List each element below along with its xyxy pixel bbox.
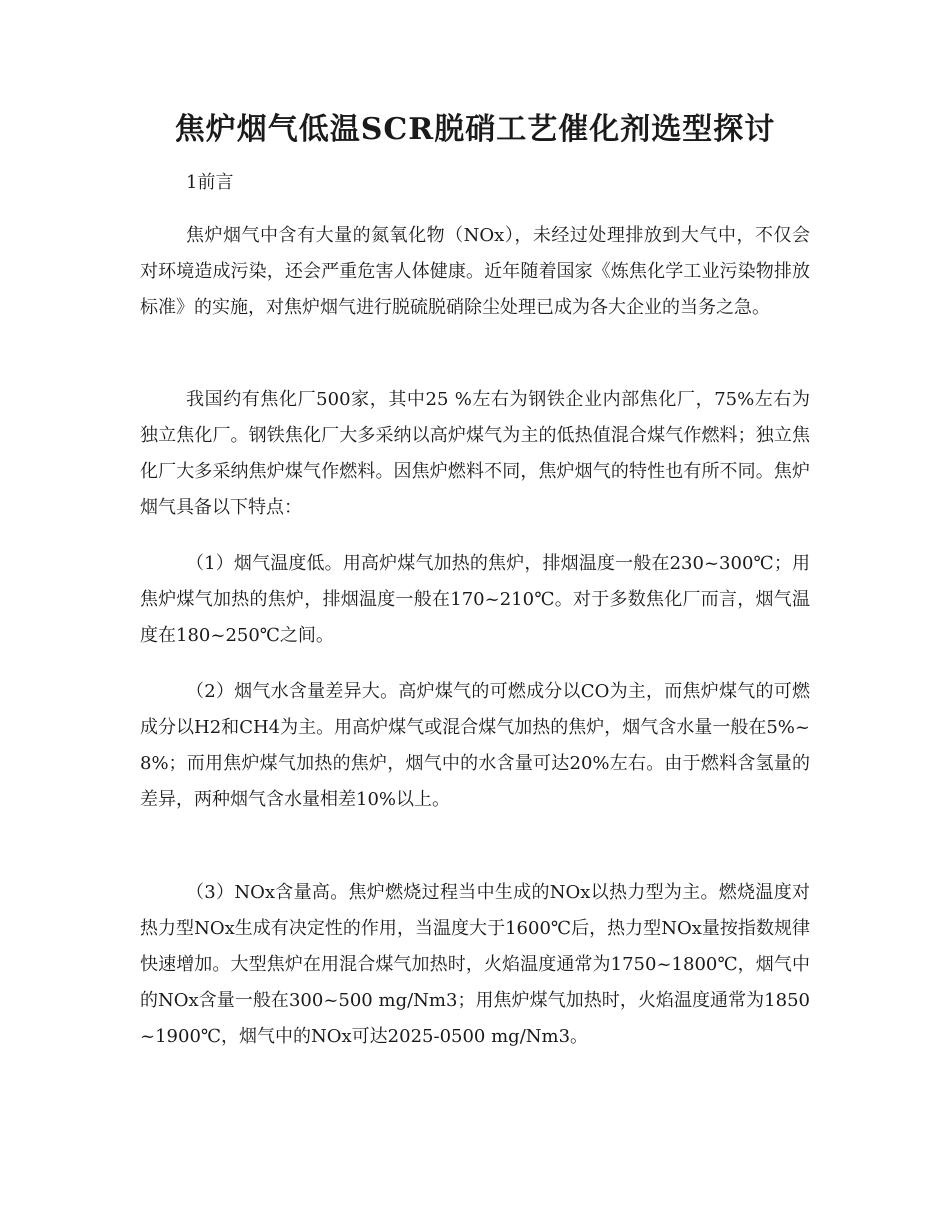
document-title: 焦炉烟气低温SCR脱硝工艺催化剂选型探讨	[174, 112, 776, 147]
paragraph-feature-water: （2）烟气水含量差异大。高炉煤气的可燃成分以CO为主，而焦炉煤气的可燃成分以H2和CH4为主。用高炉煤气或混合煤气加热的焦炉，烟气含水量一般在5%~8%；而用焦炉煤气加热的焦炉，烟气中的水含量可达20%左右。由于燃料含氢量的差异，两种烟气含水量相差10%以上。	[140, 681, 810, 810]
section-heading: 1前言	[186, 172, 234, 193]
paragraph-intro: 焦炉烟气中含有大量的氮氧化物（NOx），未经过处理排放到大气中，不仅会对环境造成污染，还会严重危害人体健康。近年随着国家《炼焦化学工业污染物排放标准》的实施，对焦炉烟气进行脱硫脱硝除尘处理已成为各大企业的当务之急。	[140, 225, 810, 318]
paragraph-coking-plants: 我国约有焦化厂500家，其中25 %左右为钢铁企业内部焦化厂，75%左右为独立焦化厂。钢铁焦化厂大多采纳以高炉煤气为主的低热值混合煤气作燃料；独立焦化厂大多采纳焦炉煤气作燃料。因焦炉燃料不同，焦炉烟气的特性也有所不同。焦炉烟气具备以下特点：	[140, 389, 810, 518]
paragraph-feature-nox: （3）NOx含量高。焦炉燃烧过程当中生成的NOx以热力型为主。燃烧温度对热力型NOx生成有决定性的作用，当温度大于1600℃后，热力型NOx量按指数规律快速增加。大型焦炉在用混合煤气加热时，火焰温度通常为1750~1800℃，烟气中的NOx含量一般在300~500 mg/Nm3；用焦炉煤气加热时，火焰温度通常为1850~1900℃，烟气中的NOx可达2025-0500 mg/Nm3。	[140, 882, 810, 1047]
paragraph-feature-temperature: （1）烟气温度低。用高炉煤气加热的焦炉，排烟温度一般在230~300℃；用焦炉煤气加热的焦炉，排烟温度一般在170~210℃。对于多数焦化厂而言，烟气温度在180~250℃之间。	[140, 553, 810, 646]
